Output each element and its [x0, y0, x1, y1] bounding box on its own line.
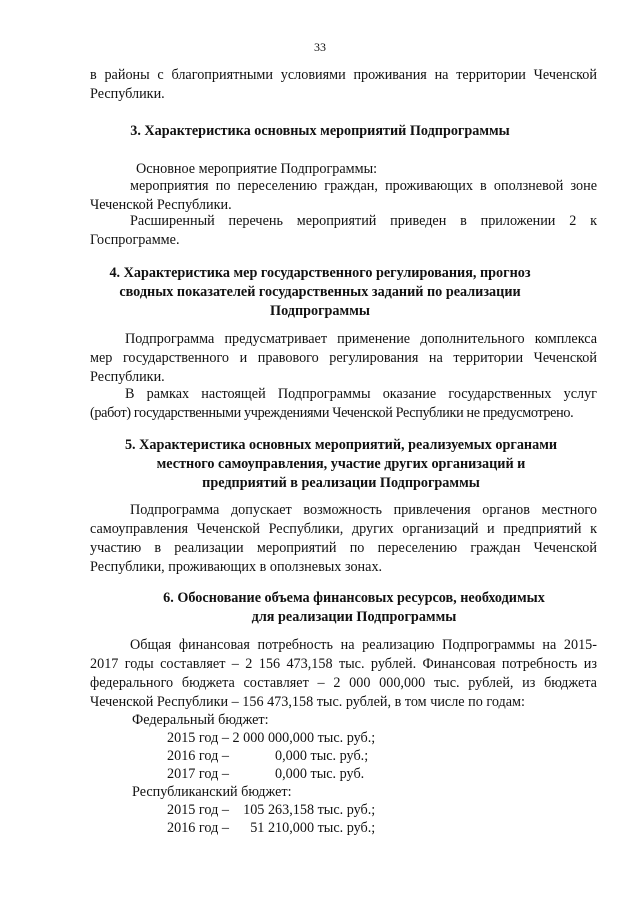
- section-5-title: [0, 436, 640, 493]
- text-line: В рамках настоящей Подпрограммы оказание государственных услуг: [125, 386, 597, 402]
- federal-budget-label: Федеральный бюджет:: [132, 712, 269, 728]
- republic-budget-label: Республиканский бюджет:: [132, 784, 292, 800]
- page-number: 33: [314, 40, 326, 54]
- text-line: Чеченской Республики – 156 473,158 тыс. рублей, в том числе по годам:: [90, 694, 525, 710]
- section-4-title: [0, 264, 640, 321]
- text-line: 2017 годы составляет – 2 156 473,158 тыс. рублей. Финансовая потребность из: [90, 656, 597, 672]
- text-line: самоуправления Чеченской Республики, других организаций и предприятий к: [90, 521, 597, 537]
- text-line: федерального бюджета составляет – 2 000 000,000 тыс. рублей, из бюджета: [90, 675, 597, 691]
- republic-budget-row: 2015 год – 105 263,158 тыс. руб.;: [167, 802, 376, 818]
- section-5-paragraph-1: [90, 501, 597, 577]
- text-line: Республики, проживающих в оползневых зонах.: [90, 559, 383, 575]
- text-line: Республики.: [90, 369, 165, 385]
- text-line: Расширенный перечень мероприятий приведен в приложении 2 к: [130, 213, 597, 229]
- section-4-paragraph-1: [90, 330, 597, 387]
- section-3-paragraph-1: Основное мероприятие Подпрограммы:: [136, 161, 378, 177]
- federal-budget-row: 2016 год – 0,000 тыс. руб.;: [167, 748, 369, 764]
- text-line: Госпрограмме.: [90, 232, 180, 248]
- intro-paragraph: [90, 66, 597, 104]
- text-line: мероприятия по переселению граждан, проживающих в оползневой зоне: [130, 178, 597, 194]
- section-6-title: [0, 589, 640, 627]
- republic-budget-row: 2016 год – 51 210,000 тыс. руб.;: [167, 820, 376, 836]
- title-line: Подпрограммы: [270, 303, 370, 319]
- text-line: Республики.: [90, 86, 165, 102]
- section-3-title: 3. Характеристика основных мероприятий Подпрограммы: [130, 123, 510, 139]
- section-3-paragraph-2: [90, 177, 597, 215]
- text-line: участию в реализации мероприятий по переселению граждан Чеченской: [90, 540, 597, 556]
- federal-budget-row: 2017 год – 0,000 тыс. руб.: [167, 766, 365, 782]
- title-line: местного самоуправления, участие других организаций и: [156, 456, 526, 472]
- text-line: (работ) государственными учреждениями Чеченской Республики не предусмотрено.: [90, 405, 574, 421]
- title-line: 5. Характеристика основных мероприятий, реализуемых органами: [124, 437, 558, 453]
- federal-budget-row: 2015 год – 2 000 000,000 тыс. руб.;: [167, 730, 376, 746]
- text-line: Общая финансовая потребность на реализацию Подпрограммы на 2015-: [130, 637, 597, 653]
- section-3-paragraph-3: [90, 212, 597, 250]
- text-line: мер государственного и правового регулирования на территории Чеченской: [90, 350, 597, 366]
- title-line: предприятий в реализации Подпрограммы: [202, 475, 480, 491]
- text-line: Подпрограмма предусматривает применение дополнительного комплекса: [125, 331, 597, 347]
- title-line: для реализации Подпрограммы: [251, 609, 457, 625]
- section-6-paragraph-1: [90, 636, 597, 712]
- text-line: в районы с благоприятными условиями проживания на территории Чеченской: [90, 67, 597, 83]
- title-line: 4. Характеристика мер государственного регулирования, прогноз: [109, 265, 531, 281]
- text-line: Подпрограмма допускает возможность привлечения органов местного: [130, 502, 597, 518]
- title-line: сводных показателей государственных заданий по реализации: [119, 284, 521, 300]
- text-line: Чеченской Республики.: [90, 197, 232, 213]
- title-line: 6. Обоснование объема финансовых ресурсов, необходимых: [163, 590, 545, 606]
- section-4-paragraph-2: [90, 385, 597, 423]
